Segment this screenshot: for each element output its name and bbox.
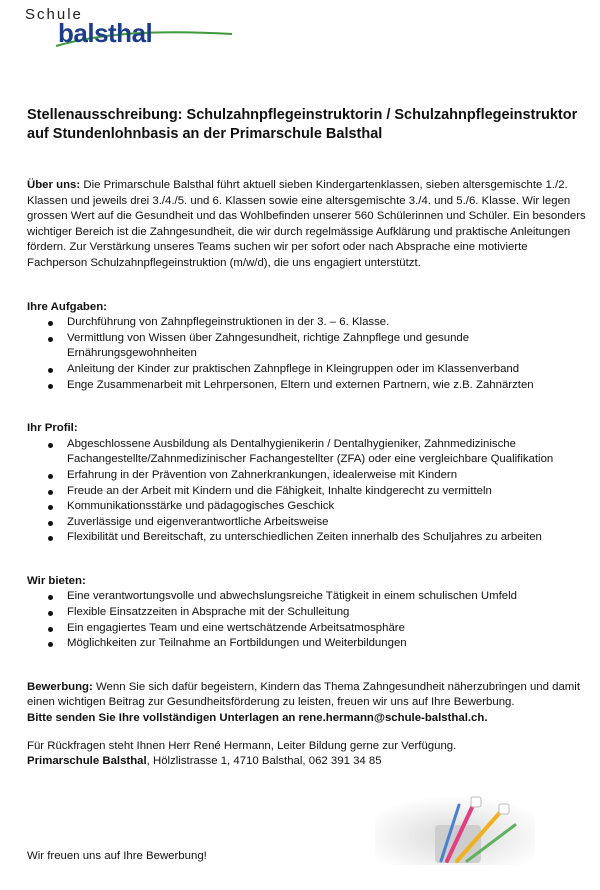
list-item: Abgeschlossene Ausbildung als Dentalhygienikerin / Dentalhygieniker, Zahnmedizinische Fachangestellte/Zahnmedizinischer Fachangestellter (ZFA) oder eine vergleichbare Qualifikation [27, 437, 587, 468]
list-item: Ein engagiertes Team und eine wertschätzende Arbeitsatmosphäre [27, 621, 587, 637]
bullet-icon [48, 337, 53, 342]
bullet-icon [48, 368, 53, 373]
list-item: Zuverlässige und eigenverantwortliche Arbeitsweise [27, 515, 587, 531]
bullet-icon [48, 443, 53, 448]
about-label: Über uns: [27, 179, 81, 191]
tasks-heading: Ihre Aufgaben: [27, 300, 107, 313]
bullet-icon [48, 642, 53, 647]
application-paragraph [27, 680, 587, 711]
tasks-list [27, 315, 587, 393]
bullet-icon [48, 474, 53, 479]
contact-school-name: Primarschule Balsthal [27, 755, 147, 768]
bullet-icon [48, 384, 53, 389]
list-item: Möglichkeiten zur Teilnahme an Fortbildungen und Weiterbildungen [27, 636, 587, 652]
application-send-instruction: Bitte senden Sie Ihre vollständigen Unterlagen an rene.hermann@schule-balsthal.ch. [27, 712, 488, 725]
bullet-icon [48, 627, 53, 632]
list-item: Eine verantwortungsvolle und abwechslungsreiche Tätigkeit in einem schulischen Umfeld [27, 589, 587, 605]
bullet-icon [48, 521, 53, 526]
offer-list [27, 589, 587, 651]
list-item: Durchführung von Zahnpflegeinstruktionen in der 3. – 6. Klasse. [27, 315, 587, 331]
list-item: Flexible Einsatzzeiten in Absprache mit der Schulleitung [27, 605, 587, 621]
farewell-text: Wir freuen uns auf Ihre Bewerbung! [27, 850, 207, 862]
contact-address [27, 754, 587, 770]
application-text: Wenn Sie sich dafür begeistern, Kindern das Thema Zahngesundheit näherzubringen und damit einen wichtigen Beitrag zur Gesundheitsförderung zu leisten, freuen wir uns auf Ihre Bewerbung. [27, 680, 580, 709]
about-paragraph [27, 178, 587, 272]
bullet-icon [48, 611, 53, 616]
bullet-icon [48, 595, 53, 600]
bullet-icon [48, 490, 53, 495]
bullet-icon [48, 505, 53, 510]
profile-heading: Ihr Profil: [27, 422, 78, 435]
list-item: Vermittlung von Wissen über Zahngesundheit, richtige Zahnpflege und gesunde Ernährungsgewohnheiten [27, 331, 587, 362]
list-item: Flexibilität und Bereitschaft, zu unterschiedlichen Zeiten innerhalb des Schuljahres zu arbeiten [27, 530, 587, 546]
bullet-icon [48, 321, 53, 326]
school-logo [24, 4, 224, 50]
list-item: Anleitung der Kinder zur praktischen Zahnpflege in Kleingruppen oder im Klassenverband [27, 362, 587, 378]
list-item: Erfahrung in der Prävention von Zahnerkrankungen, idealerweise mit Kindern [27, 468, 587, 484]
list-item: Enge Zusammenarbeit mit Lehrpersonen, Eltern und externen Partnern, wie z.B. Zahnärzten [27, 378, 587, 394]
application-label: Bewerbung: [27, 680, 93, 693]
offer-heading: Wir bieten: [27, 574, 86, 587]
about-text: Die Primarschule Balsthal führt aktuell sieben Kindergartenklassen, sieben altersgemischte 1./2. Klassen und jeweils drei 3./4./5. und 6. Klassen sowie eine altersgemischte 3./4. und 5./6. Klasse. Wir legen grossen Wert auf die Gesundheit und das Wohlbefinden unserer 560 Schülerinnen und Schüler. Ein besonders wichtiger Bereich ist die Zahngesundheit, die wir durch regelmässige Aufklärung und praktische Anleitungen fördern. Zur Verstärkung unseres Teams suchen wir per sofort oder nach Absprache eine motivierte Fachperson Schulzahnpflegeinstruktion (m/w/d), die uns engagiert unterstützt. [27, 179, 586, 269]
logo-text-balsthal: balsthal [58, 18, 153, 48]
profile-list [27, 437, 587, 546]
bullet-icon [48, 536, 53, 541]
page-title: Stellenausschreibung: Schulzahnpflegeinstruktorin / Schulzahnpflegeinstruktor auf Stundenlohnbasis an der Primarschule Balsthal [27, 107, 578, 142]
logo-text-schule: Schule [25, 6, 83, 23]
list-item: Kommunikationsstärke und pädagogisches Geschick [27, 499, 587, 515]
list-item: Freude an der Arbeit mit Kindern und die Fähigkeit, Inhalte kindgerecht zu vermitteln [27, 484, 587, 500]
document-body [27, 178, 587, 770]
contact-questions: Für Rückfragen steht Ihnen Herr René Hermann, Leiter Bildung gerne zur Verfügung. [27, 739, 457, 752]
toothbrush-image [375, 795, 535, 865]
contact-address-text: , Hölzlistrasse 1, 4710 Balsthal, 062 391 34 85 [146, 755, 382, 768]
